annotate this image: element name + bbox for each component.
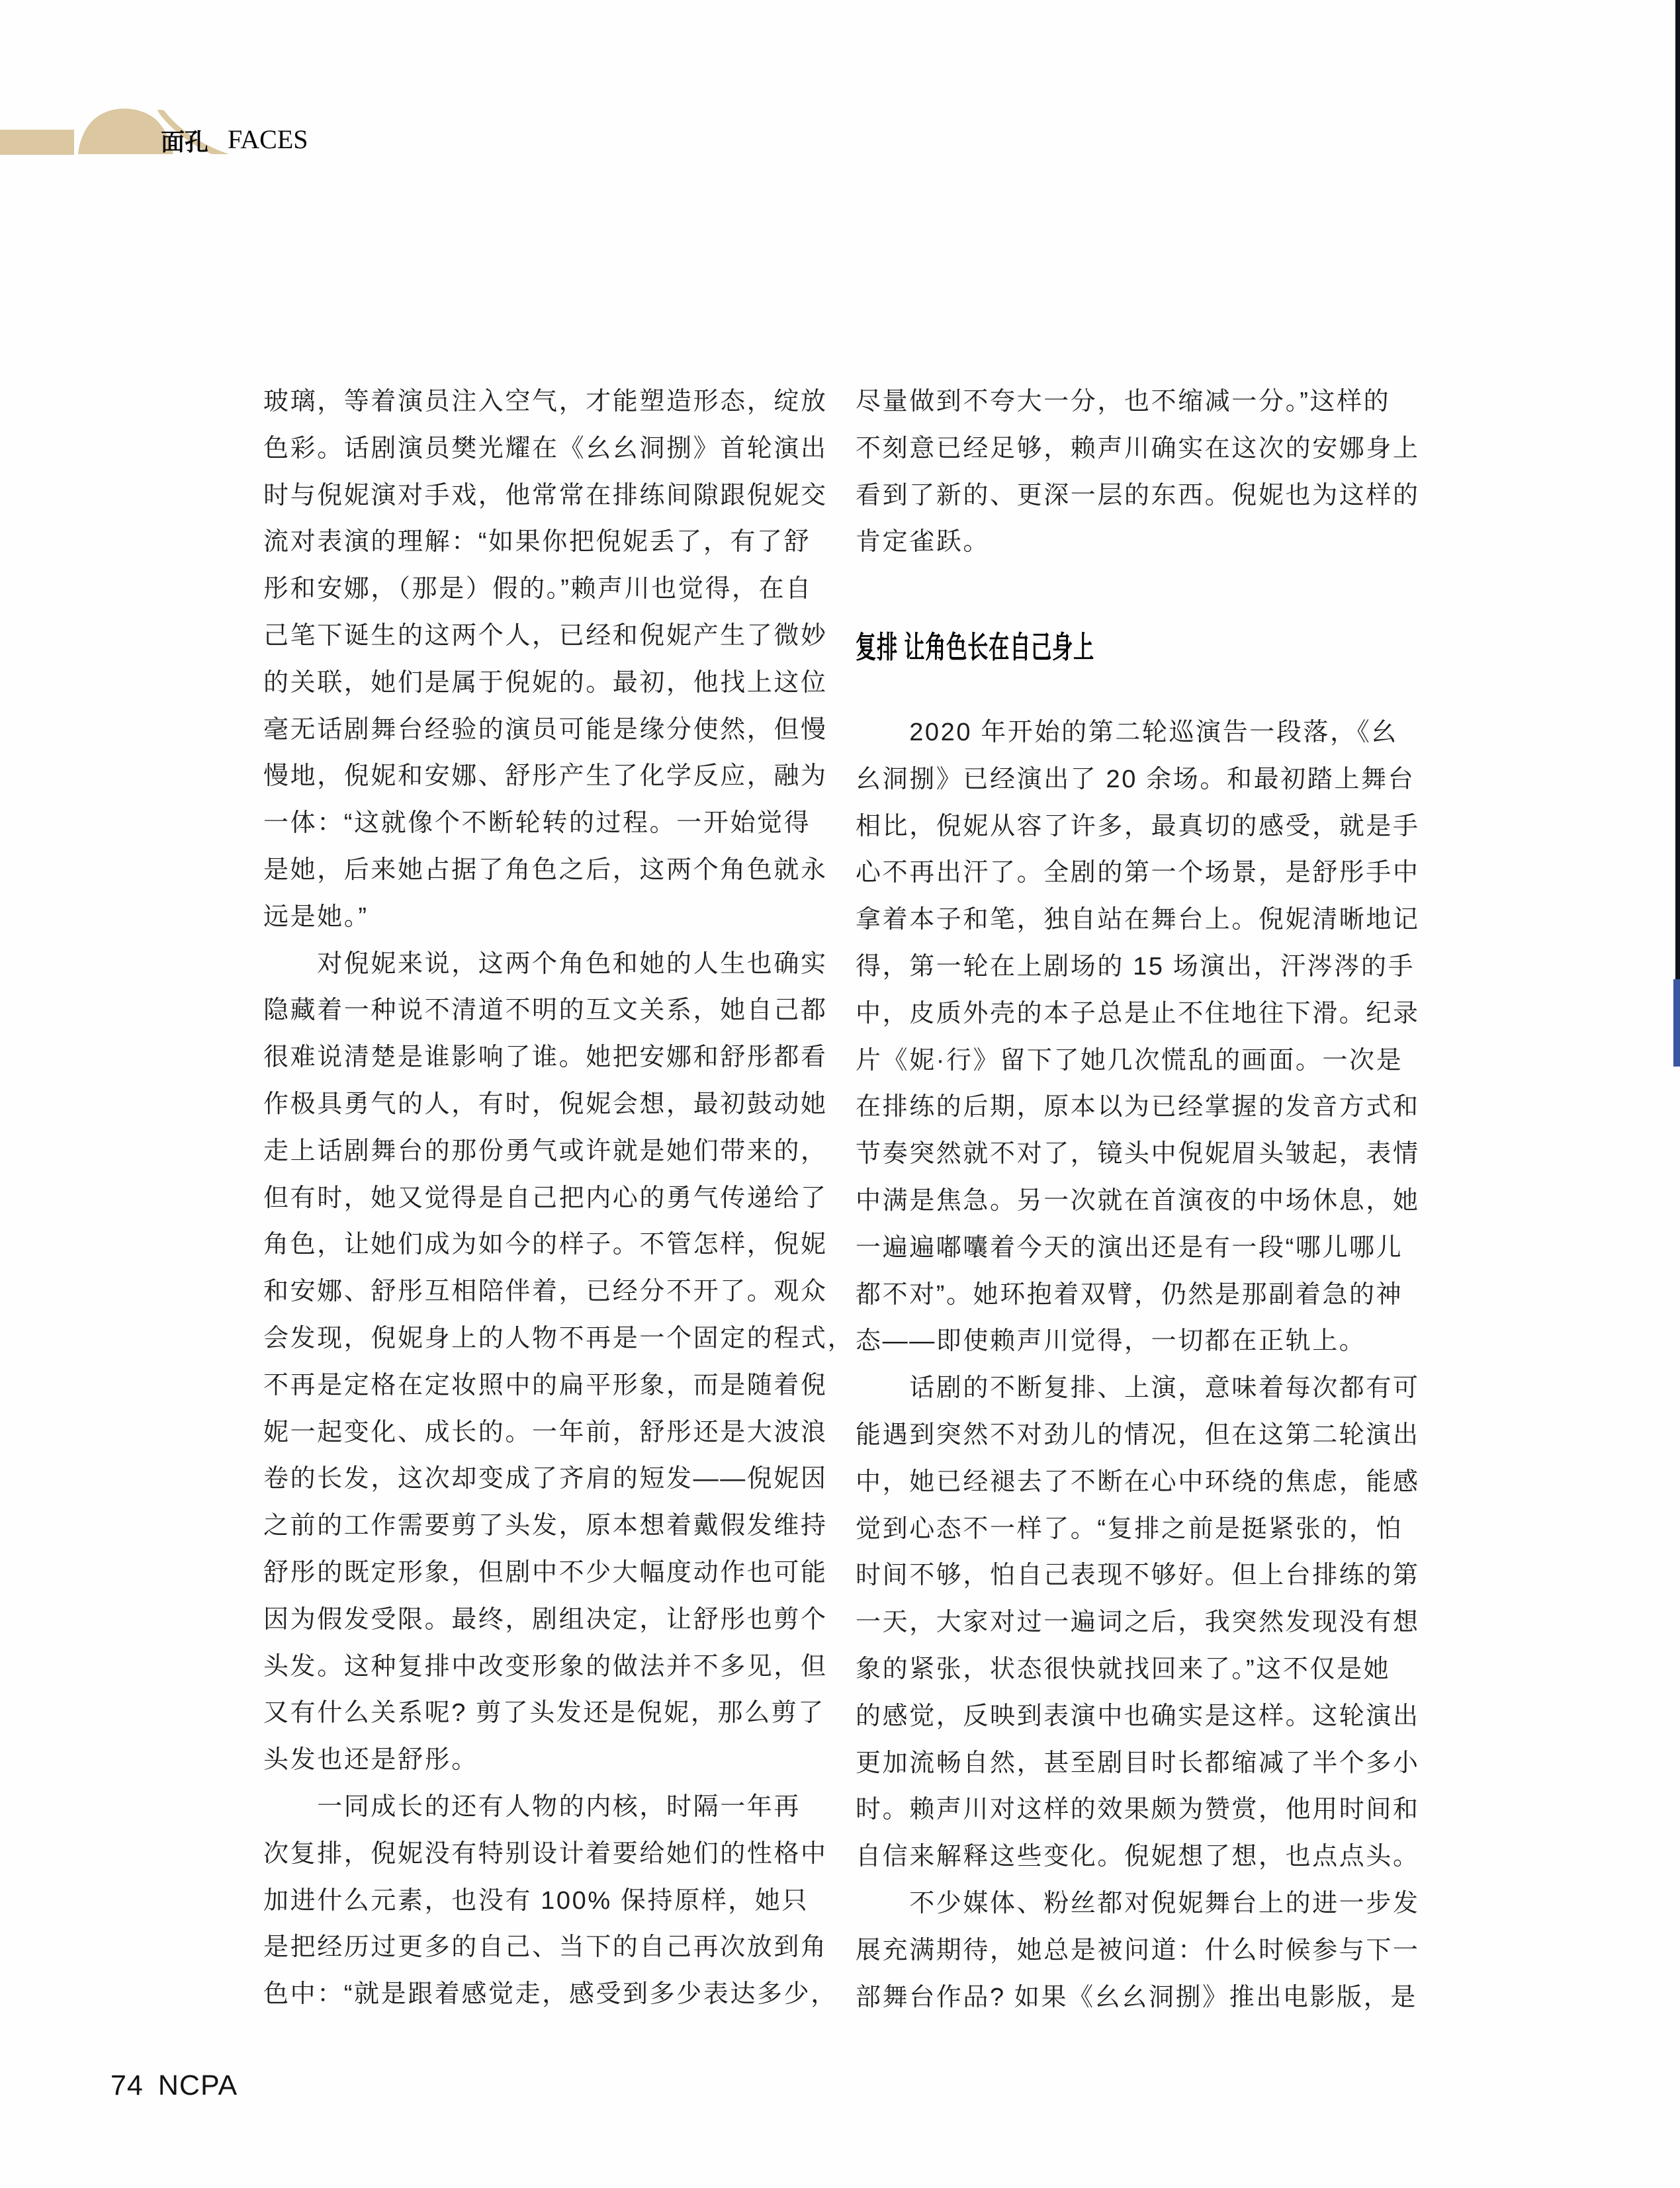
text-line: 走上话剧舞台的那份勇气或许就是她们带来的， [263, 1137, 828, 1165]
text-line: 时间不够，怕自己表现不够好。但上台排练的第 [856, 1561, 1420, 1590]
text-line: 次复排，倪妮没有特别设计着要给她们的性格中 [263, 1839, 828, 1868]
text-line: 头发也还是舒彤。 [263, 1746, 478, 1774]
text-line: 象的紧张，状态很快就找回来了。”这不仅是她 [856, 1655, 1391, 1683]
page-number: 74 [111, 2070, 144, 2101]
text-line: 和安娜、舒彤互相陪伴着，已经分不开了。观众 [263, 1278, 828, 1306]
text-line: 己笔下诞生的这两个人，已经和倪妮产生了微妙 [263, 621, 828, 650]
text-line: 妮一起变化、成长的。一年前，舒彤还是大波浪 [263, 1418, 828, 1446]
text-line: 一天，大家对过一遍词之后，我突然发现没有想 [856, 1608, 1420, 1637]
text-line: 节奏突然就不对了，镜头中倪妮眉头皱起，表情 [856, 1140, 1420, 1168]
text-line: 态——即使赖声川觉得，一切都在正轨上。 [856, 1327, 1366, 1356]
text-line: 拿着本子和笔，独自站在舞台上。倪妮清晰地记 [856, 906, 1420, 934]
text-line: 会发现，倪妮身上的人物不再是一个固定的程式， [263, 1324, 855, 1352]
page-edge-strip-blue [1673, 979, 1680, 1067]
text-line: 相比，倪妮从容了许多，最真切的感受，就是手 [856, 812, 1420, 840]
text-line: 慢地，倪妮和安娜、舒彤产生了化学反应，融为 [263, 762, 828, 791]
text-line: 之前的工作需要剪了头发，原本想着戴假发维持 [263, 1512, 828, 1540]
footer-brand: NCPA [157, 2070, 238, 2101]
text-line: 舒彤的既定形象，但剧中不少大幅度动作也可能 [263, 1558, 828, 1587]
text-line: 觉到心态不一样了。“复排之前是挺紧张的，怕 [856, 1514, 1403, 1543]
text-line: 在排练的后期，原本以为已经掌握的发音方式和 [856, 1093, 1420, 1121]
text-line: 不刻意已经足够，赖声川确实在这次的安娜身上 [856, 434, 1420, 462]
text-line: 毫无话剧舞台经验的演员可能是缘分使然，但慢 [263, 715, 828, 744]
text-line: 尽量做到不夸大一分，也不缩减一分。”这样的 [856, 388, 1391, 416]
article-right-column-bottom [856, 709, 1425, 2021]
text-line: 中，皮质外壳的本子总是止不住地往下滑。纪录 [856, 999, 1420, 1028]
text-line: 片《妮·行》留下了她几次慌乱的画面。一次是 [856, 1046, 1403, 1074]
text-line: 远是她。” [263, 902, 369, 931]
text-line: 时与倪妮演对手戏，他常常在排练间隙跟倪妮交 [263, 481, 828, 509]
text-line: 加进什么元素，也没有 100% 保持原样，她只 [263, 1886, 809, 1915]
article-right-column-top [856, 378, 1425, 566]
text-line: 更加流畅自然，甚至剧目时长都缩减了半个多小 [856, 1749, 1420, 1777]
text-line: 角色，让她们成为如今的样子。不管怎样，倪妮 [263, 1231, 828, 1259]
page-edge-strip-dark [1675, 0, 1680, 979]
text-line: 色彩。话剧演员樊光耀在《幺幺洞捌》首轮演出 [263, 434, 828, 462]
text-line: 看到了新的、更深一层的东西。倪妮也为这样的 [856, 481, 1420, 509]
text-line: 时。赖声川对这样的效果颇为赞赏，他用时间和 [856, 1796, 1420, 1824]
text-line: 中，她已经褪去了不断在心中环绕的焦虑，能感 [856, 1467, 1420, 1496]
text-line: 能遇到突然不对劲儿的情况，但在这第二轮演出 [856, 1421, 1420, 1449]
text-line: 一遍遍嘟囔着今天的演出还是有一段“哪儿哪儿 [856, 1233, 1403, 1262]
text-line: 不少媒体、粉丝都对倪妮舞台上的进一步发 [856, 1889, 1420, 1917]
text-line: 色中：“就是跟着感觉走，感受到多少表达多少， [263, 1980, 838, 2009]
text-line: 展充满期待，她总是被问道：什么时候参与下一 [856, 1936, 1420, 1964]
text-line: 得，第一轮在上剧场的 15 场演出，汗涔涔的手 [856, 952, 1415, 981]
text-line: 肯定雀跃。 [856, 528, 991, 556]
text-line: 又有什么关系呢? 剪了头发还是倪妮，那么剪了 [263, 1699, 825, 1728]
text-line: 的关联，她们是属于倪妮的。最初，他找上这位 [263, 668, 828, 697]
section-heading: 复排 让角色长在自己身上 [856, 630, 1094, 664]
text-line: 头发。这种复排中改变形象的做法并不多见，但 [263, 1652, 828, 1681]
text-line: 话剧的不断复排、上演，意味着每次都有可 [856, 1374, 1420, 1403]
brand-swoosh-graphic [0, 103, 311, 159]
text-line: 自信来解释这些变化。倪妮想了想，也点点头。 [856, 1843, 1420, 1871]
text-line: 部舞台作品? 如果《幺幺洞捌》推出电影版，是 [856, 1983, 1417, 2011]
text-line: 是她，后来她占据了角色之后，这两个角色就永 [263, 855, 828, 884]
text-line: 很难说清楚是谁影响了谁。她把安娜和舒彤都看 [263, 1043, 828, 1072]
text-line: 因为假发受限。最终，剧组决定，让舒彤也剪个 [263, 1605, 828, 1634]
section-title-en: FACES [228, 124, 308, 154]
text-line: 幺洞捌》已经演出了 20 余场。和最初踏上舞台 [856, 765, 1415, 793]
text-line: 隐藏着一种说不清道不明的互文关系，她自己都 [263, 996, 828, 1025]
banner-bar [0, 130, 74, 155]
text-line: 都不对”。她环抱着双臂，仍然是那副着急的神 [856, 1280, 1403, 1309]
text-line: 流对表演的理解：“如果你把倪妮丢了，有了舒 [263, 528, 811, 556]
text-line: 是把经历过更多的自己、当下的自己再次放到角 [263, 1933, 828, 1962]
text-line: 但有时，她又觉得是自己把内心的勇气传递给了 [263, 1184, 828, 1212]
swoosh-sail [78, 109, 173, 154]
text-line: 卷的长发，这次却变成了齐肩的短发——倪妮因 [263, 1465, 828, 1493]
page-footer [111, 2070, 238, 2102]
article-left-column [263, 378, 855, 2018]
text-line: 一体：“这就像个不断轮转的过程。一开始觉得 [263, 809, 811, 838]
text-line: 玻璃，等着演员注入空气，才能塑造形态，绽放 [263, 388, 828, 416]
text-line: 一同成长的还有人物的内核，时隔一年再 [263, 1792, 801, 1821]
text-line: 中满是焦急。另一次就在首演夜的中场休息，她 [856, 1186, 1420, 1215]
text-line: 心不再出汗了。全剧的第一个场景，是舒彤手中 [856, 859, 1420, 887]
text-line: 的感觉，反映到表演中也确实是这样。这轮演出 [856, 1702, 1420, 1730]
section-title-zh: 面孔 [161, 128, 209, 155]
text-line: 不再是定格在定妆照中的扁平形象，而是随着倪 [263, 1371, 828, 1399]
text-line: 对倪妮来说，这两个角色和她的人生也确实 [263, 949, 828, 978]
section-banner [0, 103, 311, 159]
text-line: 彤和安娜，（那是）假的。”赖声川也觉得，在自 [263, 575, 813, 603]
text-line: 作极具勇气的人，有时，倪妮会想，最初鼓动她 [263, 1090, 828, 1118]
text-line: 2020 年开始的第二轮巡演告一段落，《幺 [856, 719, 1398, 746]
